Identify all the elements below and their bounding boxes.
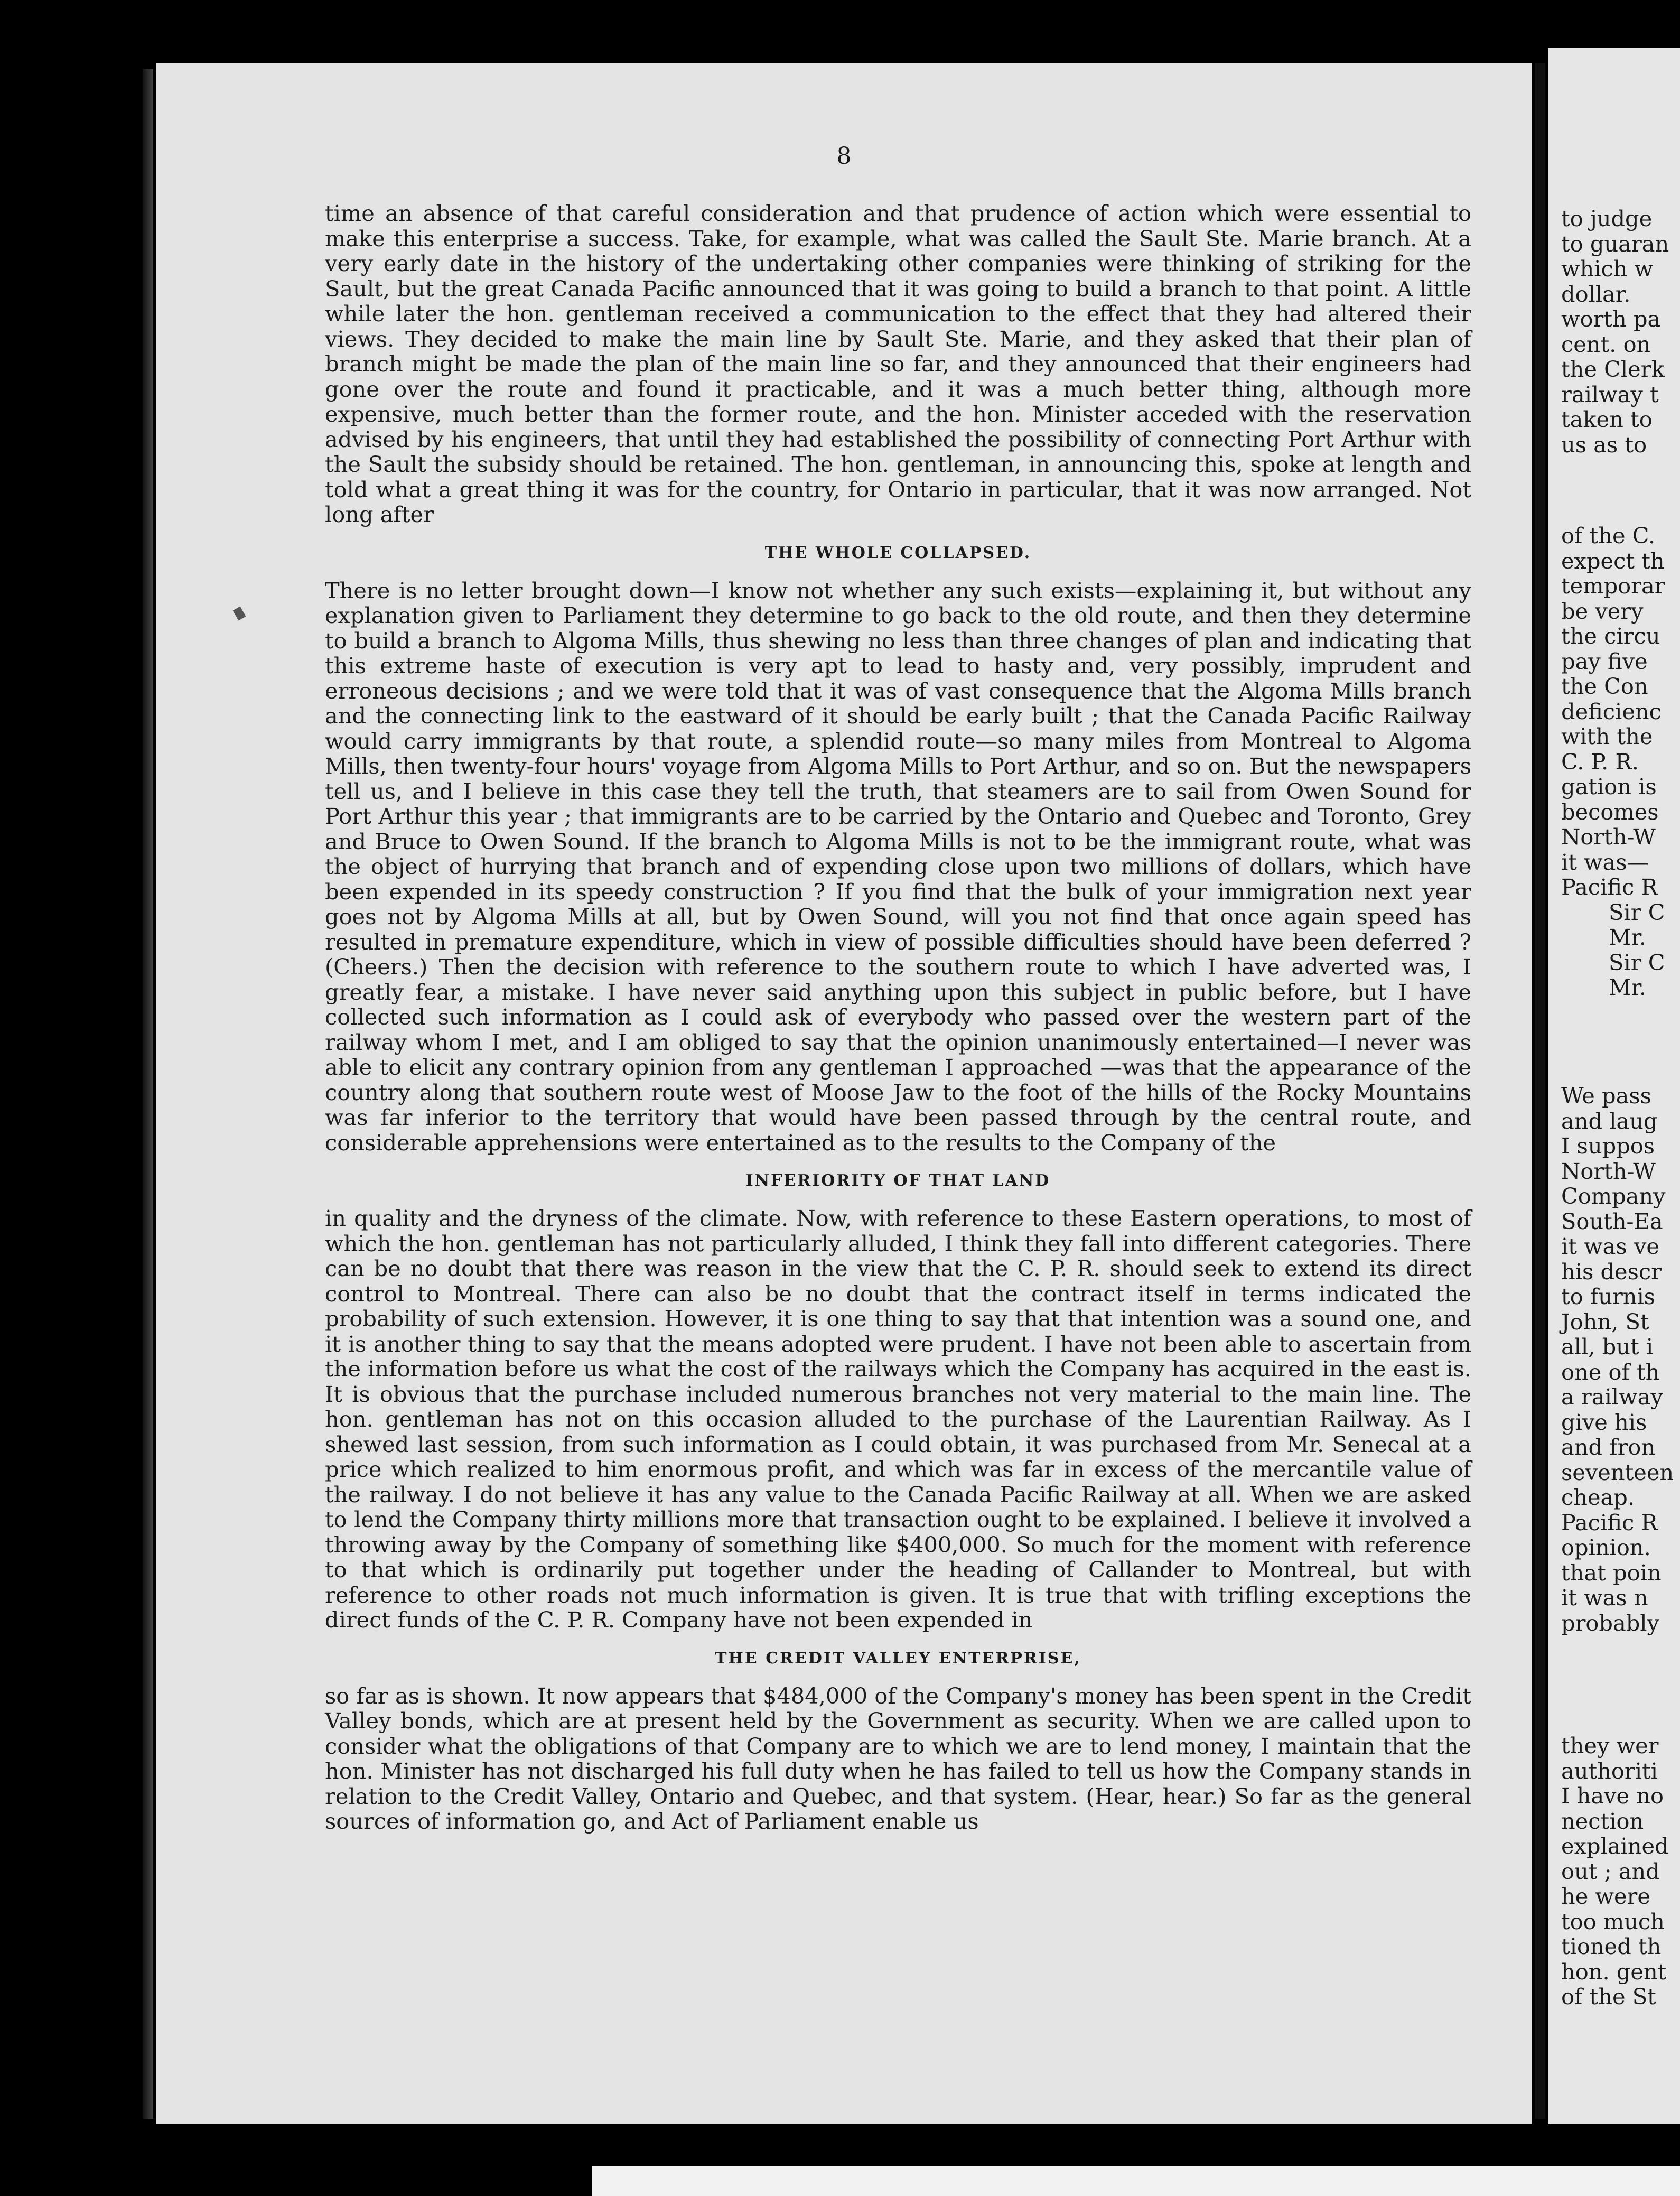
facing-line: the circu	[1561, 623, 1660, 649]
facing-line: expect th	[1561, 547, 1665, 574]
page-edge-shadow	[143, 69, 153, 2119]
facing-line: explained	[1561, 1833, 1669, 1859]
section-heading-credit-valley: THE CREDIT VALLEY ENTERPRISE,	[715, 1649, 1081, 1668]
facing-line: his descr	[1561, 1258, 1662, 1285]
facing-line: cheap.	[1561, 1484, 1635, 1510]
facing-line: one of th	[1561, 1358, 1660, 1385]
scan-bottom-strip	[592, 2166, 1680, 2196]
facing-line: the Clerk	[1561, 356, 1665, 382]
facing-line: too much	[1561, 1908, 1665, 1934]
facing-line: it was ve	[1561, 1233, 1659, 1259]
facing-line: be very	[1561, 598, 1644, 624]
facing-line: opinion.	[1561, 1534, 1651, 1560]
facing-line: C. P. R.	[1561, 748, 1639, 775]
facing-line: to furnis	[1561, 1283, 1656, 1309]
facing-line: We pass	[1561, 1083, 1651, 1109]
facing-line: they wer	[1561, 1733, 1659, 1758]
paragraph-4: so far as is shown. It now appears that $484,000 of the Company's money has been spent in the Credit Valley bonds, which are at present held by the Government as security. When we are called upon to consider what the obligations of that Company are to which we are to lend money, I maintain that the hon. Minister has not discharged his full duty when he has failed to tell us how the Company stands in relation to the Credit Valley, Ontario and Quebec, and that system. (Hear, hear.) So far as the general sources of information go, and Act of Parliament enable us	[325, 1682, 1471, 1834]
facing-line: of the C.	[1561, 523, 1656, 548]
facing-line: I have no	[1561, 1783, 1664, 1809]
facing-column-block-4	[1561, 1733, 1669, 2009]
facing-line: with the	[1561, 723, 1653, 749]
facing-line: cent. on	[1561, 331, 1651, 357]
section-heading-inferiority: INFERIORITY OF THAT LAND	[745, 1171, 1051, 1190]
section-heading-whole-collapsed: THE WHOLE COLLAPSED.	[764, 543, 1032, 562]
facing-line: all, but i	[1561, 1334, 1654, 1360]
facing-line: hon. gent	[1561, 1958, 1667, 1985]
facing-line: it was n	[1561, 1585, 1648, 1611]
facing-name-line: Sir C	[1609, 949, 1665, 975]
facing-line: worth pa	[1561, 306, 1661, 332]
facing-line: give his	[1561, 1409, 1647, 1435]
facing-name-line: Sir C	[1609, 899, 1665, 925]
facing-line: temporar	[1561, 573, 1665, 599]
paragraph-2: There is no letter brought down—I know not whether any such exists—explaining it, but without any explanation given to Parliament they determine to go back to the old route, and then they determine to build a branch to Algoma Mills, thus shewing no less than three changes of plan and indicating that this extreme haste of execution is very apt to lead to hasty and, very possibly, imprudent and erroneous decisions ; and we were told that it was of vast consequence that the Algoma Mills branch and the connecting link to the eastward of it should be early built ; that the Canada Pacific Railway would carry immigrants by that route, a splendid route—so many miles from Montreal to Algoma Mills, then twenty-four hours' voyage from Algoma Mills to Port Arthur, and so on. But the newspapers tell us, and I believe in this case they tell the truth, that steamers are to sail from Owen Sound for Port Arthur this year ; that immigrants are to be carried by the Ontario and Quebec and Toronto, Grey and Bruce to Owen Sound. If the branch to Algoma Mills is not to be the immigrant route, what was the object of hurrying that branch and of expending close upon two millions of dollars, which have been expended in its speedy construction ? If you find that the bulk of your immigration next year goes not by Algoma Mills at all, but by Owen Sound, will you not find that once again speed has resulted in premature expenditure, which in view of possible difficulties should have been deferred ? (Cheers.) Then the decision with reference to the southern route to which I have adverted was, I greatly fear, a mistake. I have never said anything upon this subject in public before, but I have collected such information as I could ask of everybody who passed over the western part of the railway whom I met, and I am obliged to say that the opinion unanimously entertained—I never was able to elicit any contrary opinion from any gentleman I approached —was that the appearance of the country along that southern route west of Moose Jaw to the foot of the hills of the Rocky Mountains was far inferior to the territory that would have been passed through by the central route, and considerable apprehensions were entertained as to the results to the Company of the	[325, 577, 1471, 1156]
article-body	[325, 201, 1471, 1834]
facing-line: to guaran	[1561, 230, 1669, 257]
facing-line: a railway	[1561, 1384, 1663, 1410]
facing-line: Pacific R	[1561, 874, 1658, 900]
page-number: 8	[836, 143, 852, 170]
facing-line: us as to	[1561, 431, 1647, 458]
page-fold	[1535, 63, 1545, 2119]
facing-line: which w	[1561, 256, 1654, 282]
facing-line: authoriti	[1561, 1757, 1658, 1784]
margin-speck	[233, 606, 246, 620]
facing-line: it was—	[1561, 849, 1649, 875]
facing-line: nection	[1561, 1808, 1644, 1834]
facing-line: taken to	[1561, 406, 1653, 432]
paragraph-3: in quality and the dryness of the climate. Now, with reference to these Eastern operations, to most of which the hon. gentleman has not particularly alluded, I think they fall into different categories. There can be no doubt that there was reason in the view that the C. P. R. should seek to extend its direct control to Montreal. There can also be no doubt that the contract itself in terms indicated the probability of such extension. However, it is one thing to say that that intention was a sound one, and it is another thing to say that the means adopted were prudent. I have not been able to ascertain from the information before us what the cost of the railways which the Company has acquired in the east is. It is obvious that the purchase included numerous branches not very material to the main line. The hon. gentleman has not on this occasion alluded to the purchase of the Laurentian Railway. As I shewed last session, from such information as I could obtain, it was purchased from Mr. Senecal at a price which realized to him enormous profit, and which was far in excess of the mercantile value of the railway. I do not believe it has any value to the Canada Pacific Railway at all. When we are asked to lend the Company thirty millions more that transaction ought to be explained. I believe it involved a throwing away by the Company of something like $400,000. So much for the moment with reference to that which is ordinarily put together under the heading of Callander to Montreal, but with reference to other roads not much information is given. It is true that with trifling exceptions the direct funds of the C. P. R. Company have not been expended in	[325, 1205, 1471, 1633]
paragraph-1: time an absence of that careful consideration and that prudence of action which were essential to make this enterprise a success. Take, for example, what was called the Sault Ste. Marie branch. At a very early date in the history of the undertaking other companies were thinking of striking for the Sault, but the great Canada Pacific announced that it was going to build a branch to that point. A little while later the hon. gentleman received a communication to the effect that they had altered their views. They decided to make the main line by Sault Ste. Marie, and they asked that their plan of branch might be made the plan of the main line so far, and they announced that their engineers had gone over the route and found it practicable, and it was a much better thing, although more expensive, much better than the former route, and the hon. Minister acceded with the reservation advised by his engineers, that until they had established the possibility of connecting Port Arthur with the Sault the subsidy should be retained. The hon. gentleman, in announcing this, spoke at length and told what a great thing it was for the country, for Ontario in particular, that it was now arranged. Not long after	[325, 200, 1471, 527]
facing-column-block-1	[1561, 206, 1669, 457]
facing-line: North-W	[1561, 1158, 1656, 1184]
facing-line: that poin	[1561, 1559, 1662, 1586]
facing-line: probably	[1561, 1609, 1659, 1636]
facing-line: dollar.	[1561, 281, 1631, 307]
facing-line: gation is	[1561, 774, 1657, 799]
facing-line: South-Ea	[1561, 1208, 1663, 1234]
facing-line: of the St	[1561, 1984, 1656, 2009]
facing-line: John, St	[1561, 1308, 1649, 1335]
facing-line: tioned th	[1561, 1933, 1662, 1959]
facing-line: Company	[1561, 1183, 1666, 1209]
facing-line: railway t	[1561, 381, 1659, 407]
facing-line: North-W	[1561, 824, 1656, 850]
facing-column-block-2	[1561, 523, 1665, 1000]
facing-line: I suppos	[1561, 1133, 1655, 1159]
facing-line: deficienc	[1561, 698, 1662, 724]
facing-line: he were	[1561, 1883, 1650, 1909]
facing-line: to judge	[1561, 206, 1653, 231]
facing-page	[1548, 48, 1680, 2124]
facing-name-line: Mr.	[1609, 974, 1646, 1000]
facing-line: Pacific R	[1561, 1509, 1658, 1536]
facing-line: out ; and	[1561, 1858, 1660, 1884]
facing-line: seventeen	[1561, 1459, 1674, 1485]
document-page	[156, 63, 1532, 2124]
facing-name-line: Mr.	[1609, 924, 1646, 950]
facing-column-block-3	[1561, 1083, 1674, 1635]
facing-line: and laug	[1561, 1108, 1658, 1134]
facing-line: the Con	[1561, 673, 1648, 699]
facing-line: and fron	[1561, 1434, 1656, 1460]
facing-line: pay five	[1561, 648, 1648, 674]
facing-line: becomes	[1561, 798, 1659, 825]
